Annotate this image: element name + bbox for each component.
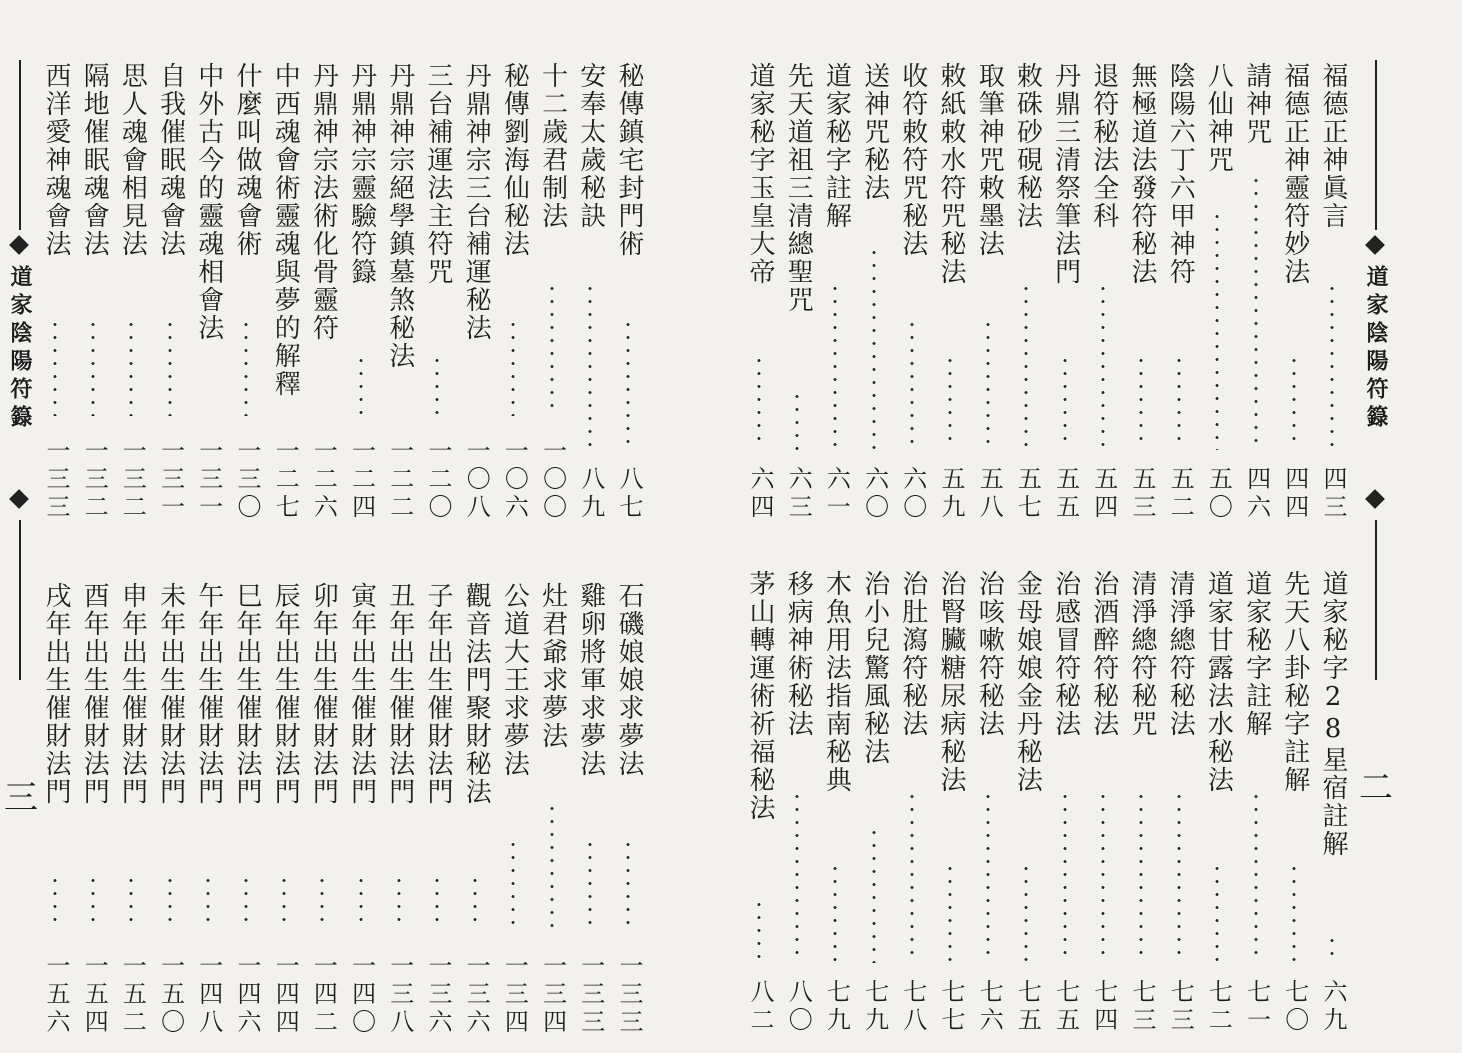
toc-entry-title: 子年出生催財法門: [423, 582, 453, 806]
toc-entry-title: 道家甘露法水秘法: [1203, 570, 1234, 794]
leader-dots: [435, 354, 439, 416]
leader-dots: [1139, 354, 1143, 450]
leader-dots: [1101, 282, 1105, 450]
toc-entry: [574, 62, 608, 522]
toc-entry-title: 福德正神眞言: [1318, 62, 1348, 230]
toc-entry: [421, 62, 455, 522]
leader-dots: [550, 802, 554, 931]
toc-entry-title: 丹鼎神宗靈驗符籙: [346, 62, 377, 286]
leader-dots: [244, 874, 248, 931]
toc-entry-title: 治感冒符秘法: [1050, 570, 1081, 738]
toc-entry: [972, 570, 1006, 1035]
leader-dots: [1063, 790, 1067, 963]
toc-entry: [39, 582, 73, 1037]
toc-entry: [306, 62, 340, 522]
toc-entry-page-number: 七九: [860, 979, 889, 1035]
toc-entry-title: 公道大王求夢法: [499, 582, 530, 778]
leader-dots: [1063, 354, 1067, 450]
toc-entry: [459, 582, 493, 1037]
leader-dots: [757, 898, 761, 963]
toc-entry: [781, 570, 815, 1035]
toc-entry-page-number: 一四四: [271, 953, 300, 1037]
toc-entry: [1163, 62, 1197, 522]
toc-entry: [383, 582, 417, 1037]
toc-entry-title: 丹鼎神宗三台補運秘法: [461, 62, 492, 342]
toc-entry: [345, 582, 379, 1037]
toc-entry-page-number: 七〇: [1280, 979, 1309, 1035]
leader-dots: [320, 874, 324, 931]
leader-dots: [626, 838, 630, 931]
leader-dots: [91, 318, 95, 416]
toc-entry-page-number: 七九: [822, 979, 851, 1035]
toc-entry-page-number: 一三三: [42, 438, 70, 522]
leader-dots: [795, 790, 799, 963]
book-title: 道家陰陽符籙: [1363, 265, 1389, 433]
toc-entry-title: 治肚瀉符秘法: [897, 570, 928, 738]
toc-entry: [77, 582, 111, 1037]
toc-entry-title: 道家秘字註解: [1241, 570, 1272, 738]
leader-dots: [1330, 282, 1334, 450]
toc-entry-page-number: 一二〇: [424, 438, 452, 522]
leader-dots: [986, 318, 990, 450]
toc-entry-page-number: 一三四: [500, 953, 529, 1037]
toc-entry-page-number: 一三一: [156, 438, 185, 522]
leader-dots: [359, 874, 363, 931]
toc-entry-title: 取筆神咒敕墨法: [974, 62, 1005, 258]
page-folio: 三: [4, 778, 38, 818]
toc-entry-page-number: 七八: [898, 979, 927, 1035]
toc-entry-page-number: 六九: [1319, 979, 1347, 1035]
toc-entry-page-number: 七四: [1089, 979, 1118, 1035]
toc-entry: [1201, 570, 1235, 1035]
toc-entry-page-number: 四六: [1242, 466, 1271, 522]
leader-dots: [53, 318, 57, 416]
toc-entry: [934, 570, 968, 1035]
toc-entry-page-number: 四三: [1319, 466, 1347, 522]
toc-entry: [819, 62, 853, 522]
toc-entry-title: 敕硃砂硯秘法: [1012, 62, 1043, 230]
toc-entry-page-number: 一五二: [118, 953, 147, 1037]
toc-entry-title: 無極道法發符秘法: [1127, 62, 1157, 286]
toc-entry-title: 收符敕符咒秘法: [897, 62, 928, 258]
leader-dots: [206, 874, 210, 931]
toc-entry: [268, 62, 302, 522]
toc-entry-title: 戌年出生催財法門: [41, 582, 71, 806]
toc-entry-page-number: 八七: [615, 466, 643, 522]
leader-dots: [435, 874, 439, 931]
toc-entry: [1201, 62, 1235, 522]
toc-entry-title: 木魚用法指南秘典: [821, 570, 852, 794]
toc-entry-page-number: 一三八: [385, 953, 414, 1037]
toc-entry-title: 治腎臟糖尿病秘法: [936, 570, 966, 794]
toc-entry: [743, 570, 777, 1035]
toc-entry-page-number: 五〇: [1204, 466, 1233, 522]
leader-dots: [588, 838, 592, 931]
right-header-bar: [1356, 60, 1396, 680]
toc-entry-page-number: 七七: [937, 979, 965, 1035]
toc-entry: [896, 62, 930, 522]
toc-entry-page-number: 一四八: [194, 953, 223, 1037]
toc-entry-title: 雞卵將軍求夢法: [575, 582, 606, 778]
toc-entry-page-number: 七一: [1242, 979, 1271, 1035]
leader-dots: [1254, 790, 1258, 963]
toc-entry-title: 先天道祖三清總聖咒: [783, 62, 814, 314]
leader-dots: [282, 874, 286, 931]
leader-dots: [53, 874, 57, 931]
toc-entry-title: 未年出生催財法門: [155, 582, 186, 806]
toc-entry: [781, 62, 815, 522]
toc-entry-page-number: 一二四: [347, 438, 376, 522]
toc-entry: [819, 570, 853, 1035]
toc-entry-title: 卯年出生催財法門: [308, 582, 339, 806]
toc-entry-title: 福德正神靈符妙法: [1279, 62, 1310, 286]
toc-entry: [77, 62, 111, 522]
diamond-ornament-icon: [9, 235, 29, 255]
leader-dots: [1101, 790, 1105, 963]
toc-entry: [154, 62, 188, 522]
leader-dots: [511, 318, 515, 416]
leader-dots: [1330, 934, 1334, 963]
leader-dots: [872, 246, 876, 450]
toc-entry-page-number: 六一: [822, 466, 851, 522]
toc-entry-title: 西洋愛神魂會法: [41, 62, 71, 258]
toc-entry: [858, 570, 892, 1035]
toc-entry: [1240, 570, 1274, 1035]
toc-entry-title: 丹鼎神宗法術化骨靈符: [308, 62, 339, 342]
toc-entry-page-number: 五八: [975, 466, 1004, 522]
leader-dots: [948, 862, 952, 963]
toc-entry-title: 酉年出生催財法門: [79, 582, 110, 806]
toc-entry: [1125, 570, 1159, 1035]
toc-entry: [536, 62, 570, 522]
toc-entry: [1049, 570, 1083, 1035]
toc-entry: [536, 582, 570, 1037]
toc-entry-page-number: 七三: [1166, 979, 1195, 1035]
toc-entry-page-number: 一三一: [194, 438, 223, 522]
toc-entry: [230, 582, 264, 1037]
leader-dots: [1177, 790, 1181, 963]
toc-entry-title: 丹鼎三清祭筆法門: [1050, 62, 1081, 286]
toc-entry-title: 茅山轉運術祈福秘法: [745, 570, 775, 822]
toc-entry: [1163, 570, 1197, 1035]
book-title: 道家陰陽符籙: [7, 265, 33, 433]
toc-entry-page-number: 八九: [576, 466, 605, 522]
toc-entry: [1240, 62, 1274, 522]
right-page: [731, 0, 1462, 1053]
toc-entry-page-number: 一五六: [42, 953, 70, 1037]
toc-entry-title: 治酒醉符秘法: [1088, 570, 1119, 738]
toc-entry-title: 午年出生催財法門: [193, 582, 224, 806]
toc-entry-page-number: 五三: [1128, 466, 1156, 522]
toc-entry: [574, 582, 608, 1037]
toc-entry-title: 石磯娘娘求夢法: [614, 582, 644, 778]
toc-entry-page-number: 六〇: [898, 466, 927, 522]
toc-entry-page-number: 七六: [975, 979, 1004, 1035]
toc-entry-page-number: 一三六: [462, 953, 491, 1037]
leader-dots: [833, 282, 837, 450]
toc-entry: [1087, 570, 1121, 1035]
toc-entry: [345, 62, 379, 522]
toc-entry-page-number: 一〇六: [500, 438, 529, 522]
toc-entry-page-number: 一三二: [118, 438, 147, 522]
toc-entry-page-number: 一〇〇: [538, 438, 567, 522]
toc-entry-page-number: 一四六: [233, 953, 261, 1037]
toc-entry: [1049, 62, 1083, 522]
leader-dots: [833, 862, 837, 963]
toc-entry-page-number: 七三: [1128, 979, 1156, 1035]
toc-entry: [459, 62, 493, 522]
toc-entry: [858, 62, 892, 522]
toc-entry-title: 秘傳鎮宅封門術: [614, 62, 644, 258]
diamond-ornament-icon: [9, 489, 29, 509]
toc-entry-title: 金母娘娘金丹秘法: [1012, 570, 1043, 794]
toc-entry-title: 灶君爺求夢法: [537, 582, 568, 750]
toc-entry: [612, 62, 646, 522]
toc-entry-title: 三台補運法主符咒: [423, 62, 453, 286]
leader-dots: [1292, 862, 1296, 963]
toc-entry-page-number: 一三〇: [233, 438, 261, 522]
toc-entry-title: 中外古今的靈魂相會法: [193, 62, 224, 342]
toc-entry-title: 丑年出生催財法門: [384, 582, 415, 806]
leader-dots: [129, 318, 133, 416]
toc-entry-title: 隔地催眠魂會法: [79, 62, 110, 258]
toc-entry-title: 退符秘法全科: [1088, 62, 1119, 230]
toc-entry: [497, 582, 531, 1037]
toc-entry-title: 道家秘字註解: [821, 62, 852, 230]
leader-dots: [473, 874, 477, 931]
leader-dots: [1292, 354, 1296, 450]
leader-dots: [986, 790, 990, 963]
toc-entry-title: 道家秘字玉皇大帝: [745, 62, 775, 286]
toc-entry: [497, 62, 531, 522]
toc-entry: [192, 62, 226, 522]
leader-dots: [626, 318, 630, 450]
leader-dots: [1254, 174, 1258, 450]
toc-entry: [230, 62, 264, 522]
leader-dots: [910, 790, 914, 963]
leader-dots: [910, 318, 914, 450]
diamond-ornament-icon: [1365, 235, 1385, 255]
toc-entry-title: 治咳嗽符秘法: [974, 570, 1005, 738]
leader-dots: [511, 838, 515, 931]
leader-dots: [244, 318, 248, 416]
toc-entry-title: 巳年出生催財法門: [232, 582, 262, 806]
leader-dots: [757, 354, 761, 450]
toc-entry: [1010, 570, 1044, 1035]
toc-entry: [383, 62, 417, 522]
toc-entry: [612, 582, 646, 1037]
toc-entry: [934, 62, 968, 522]
toc-entry-title: 丹鼎神宗絕學鎮墓煞秘法: [384, 62, 415, 370]
toc-entry-title: 中西魂會術靈魂與夢的解釋: [270, 62, 301, 398]
toc-entry-page-number: 一三六: [424, 953, 452, 1037]
toc-entry: [743, 62, 777, 522]
leader-dots: [795, 390, 799, 450]
toc-entry-page-number: 六〇: [860, 466, 889, 522]
toc-entry-page-number: 五九: [937, 466, 965, 522]
leader-dots: [1139, 790, 1143, 963]
toc-entry-title: 清淨總符秘法: [1165, 570, 1196, 738]
toc-entry-page-number: 一三三: [576, 953, 605, 1037]
toc-entry-page-number: 一五〇: [156, 953, 185, 1037]
toc-entry-page-number: 七二: [1204, 979, 1233, 1035]
toc-entry-title: 治小兒驚風秘法: [859, 570, 890, 766]
toc-entry: [1278, 570, 1312, 1035]
toc-entry: [1278, 62, 1312, 522]
toc-entry: [268, 582, 302, 1037]
toc-entry-title: 敕紙敕水符咒秘法: [936, 62, 966, 286]
toc-entry-page-number: 一三二: [80, 438, 109, 522]
toc-entry: [1316, 570, 1350, 1035]
toc-entry: [306, 582, 340, 1037]
toc-entry: [154, 582, 188, 1037]
toc-entry-title: 移病神術秘法: [783, 570, 814, 738]
toc-entry-page-number: 五七: [1013, 466, 1042, 522]
leader-dots: [168, 874, 172, 931]
toc-entry-page-number: 一五四: [80, 953, 109, 1037]
toc-entry-title: 陰陽六丁六甲神符: [1165, 62, 1196, 286]
toc-entry-page-number: 一三三: [615, 953, 643, 1037]
toc-entry-title: 辰年出生催財法門: [270, 582, 301, 806]
toc-entry-title: 十二歲君制法: [537, 62, 568, 230]
toc-entry: [115, 582, 149, 1037]
toc-entry-page-number: 一二六: [309, 438, 338, 522]
leader-dots: [397, 874, 401, 931]
toc-entry: [39, 62, 73, 522]
toc-entry-page-number: 五二: [1166, 466, 1195, 522]
toc-entry: [972, 62, 1006, 522]
toc-entry-title: 送神咒秘法: [859, 62, 890, 202]
toc-entry-page-number: 一四〇: [347, 953, 376, 1037]
toc-entry-page-number: 七五: [1051, 979, 1080, 1035]
leader-dots: [588, 282, 592, 450]
toc-entry-title: 思人魂會相見法: [117, 62, 148, 258]
toc-entry-page-number: 七五: [1013, 979, 1042, 1035]
toc-entry-page-number: 四四: [1280, 466, 1309, 522]
toc-entry: [115, 62, 149, 522]
toc-entry-title: 觀音法門聚財秘法: [461, 582, 492, 806]
toc-entry-page-number: 一〇八: [462, 438, 491, 522]
leader-dots: [129, 874, 133, 931]
leader-dots: [359, 354, 363, 416]
toc-entry-page-number: 六四: [746, 466, 774, 522]
toc-entry-page-number: 八二: [746, 979, 774, 1035]
toc-entry-title: 秘傳劉海仙秘法: [499, 62, 530, 258]
toc-entry-page-number: 八〇: [784, 979, 813, 1035]
toc-entry-page-number: 一二二: [385, 438, 414, 522]
toc-entry: [1316, 62, 1350, 522]
toc-entry: [1087, 62, 1121, 522]
toc-entry-page-number: 一四二: [309, 953, 338, 1037]
toc-entry: [1125, 62, 1159, 522]
toc-entry-title: 道家秘字28星宿註解: [1318, 570, 1348, 858]
toc-entry-title: 先天八卦秘字註解: [1279, 570, 1310, 794]
toc-entry-title: 安奉太歲秘訣: [575, 62, 606, 230]
toc-entry-title: 請神咒: [1241, 62, 1272, 146]
leader-dots: [1215, 210, 1219, 450]
toc-entry: [421, 582, 455, 1037]
leader-dots: [948, 354, 952, 450]
leader-dots: [1177, 354, 1181, 450]
toc-entry-title: 什麼叫做魂會術: [232, 62, 262, 258]
page-folio: 二: [1359, 768, 1393, 808]
toc-entry-title: 寅年出生催財法門: [346, 582, 377, 806]
toc-entry: [192, 582, 226, 1037]
leader-dots: [1215, 862, 1219, 963]
toc-entry-title: 申年出生催財法門: [117, 582, 148, 806]
leader-dots: [1024, 282, 1028, 450]
toc-entry-page-number: 五四: [1089, 466, 1118, 522]
toc-entry-title: 八仙神咒: [1203, 62, 1234, 174]
toc-entry-title: 清淨總符秘咒: [1127, 570, 1157, 738]
leader-dots: [91, 874, 95, 931]
leader-dots: [1024, 862, 1028, 963]
toc-entry-title: 自我催眠魂會法: [155, 62, 186, 258]
left-header-bar: [0, 60, 40, 680]
leader-dots: [168, 318, 172, 416]
leader-dots: [550, 282, 554, 416]
toc-entry-page-number: 五五: [1051, 466, 1080, 522]
toc-entry-page-number: 六三: [784, 466, 813, 522]
toc-entry-page-number: 一三四: [538, 953, 567, 1037]
toc-entry: [1010, 62, 1044, 522]
diamond-ornament-icon: [1365, 489, 1385, 509]
leader-dots: [872, 826, 876, 963]
toc-entry: [896, 570, 930, 1035]
toc-entry-page-number: 一二七: [271, 438, 300, 522]
